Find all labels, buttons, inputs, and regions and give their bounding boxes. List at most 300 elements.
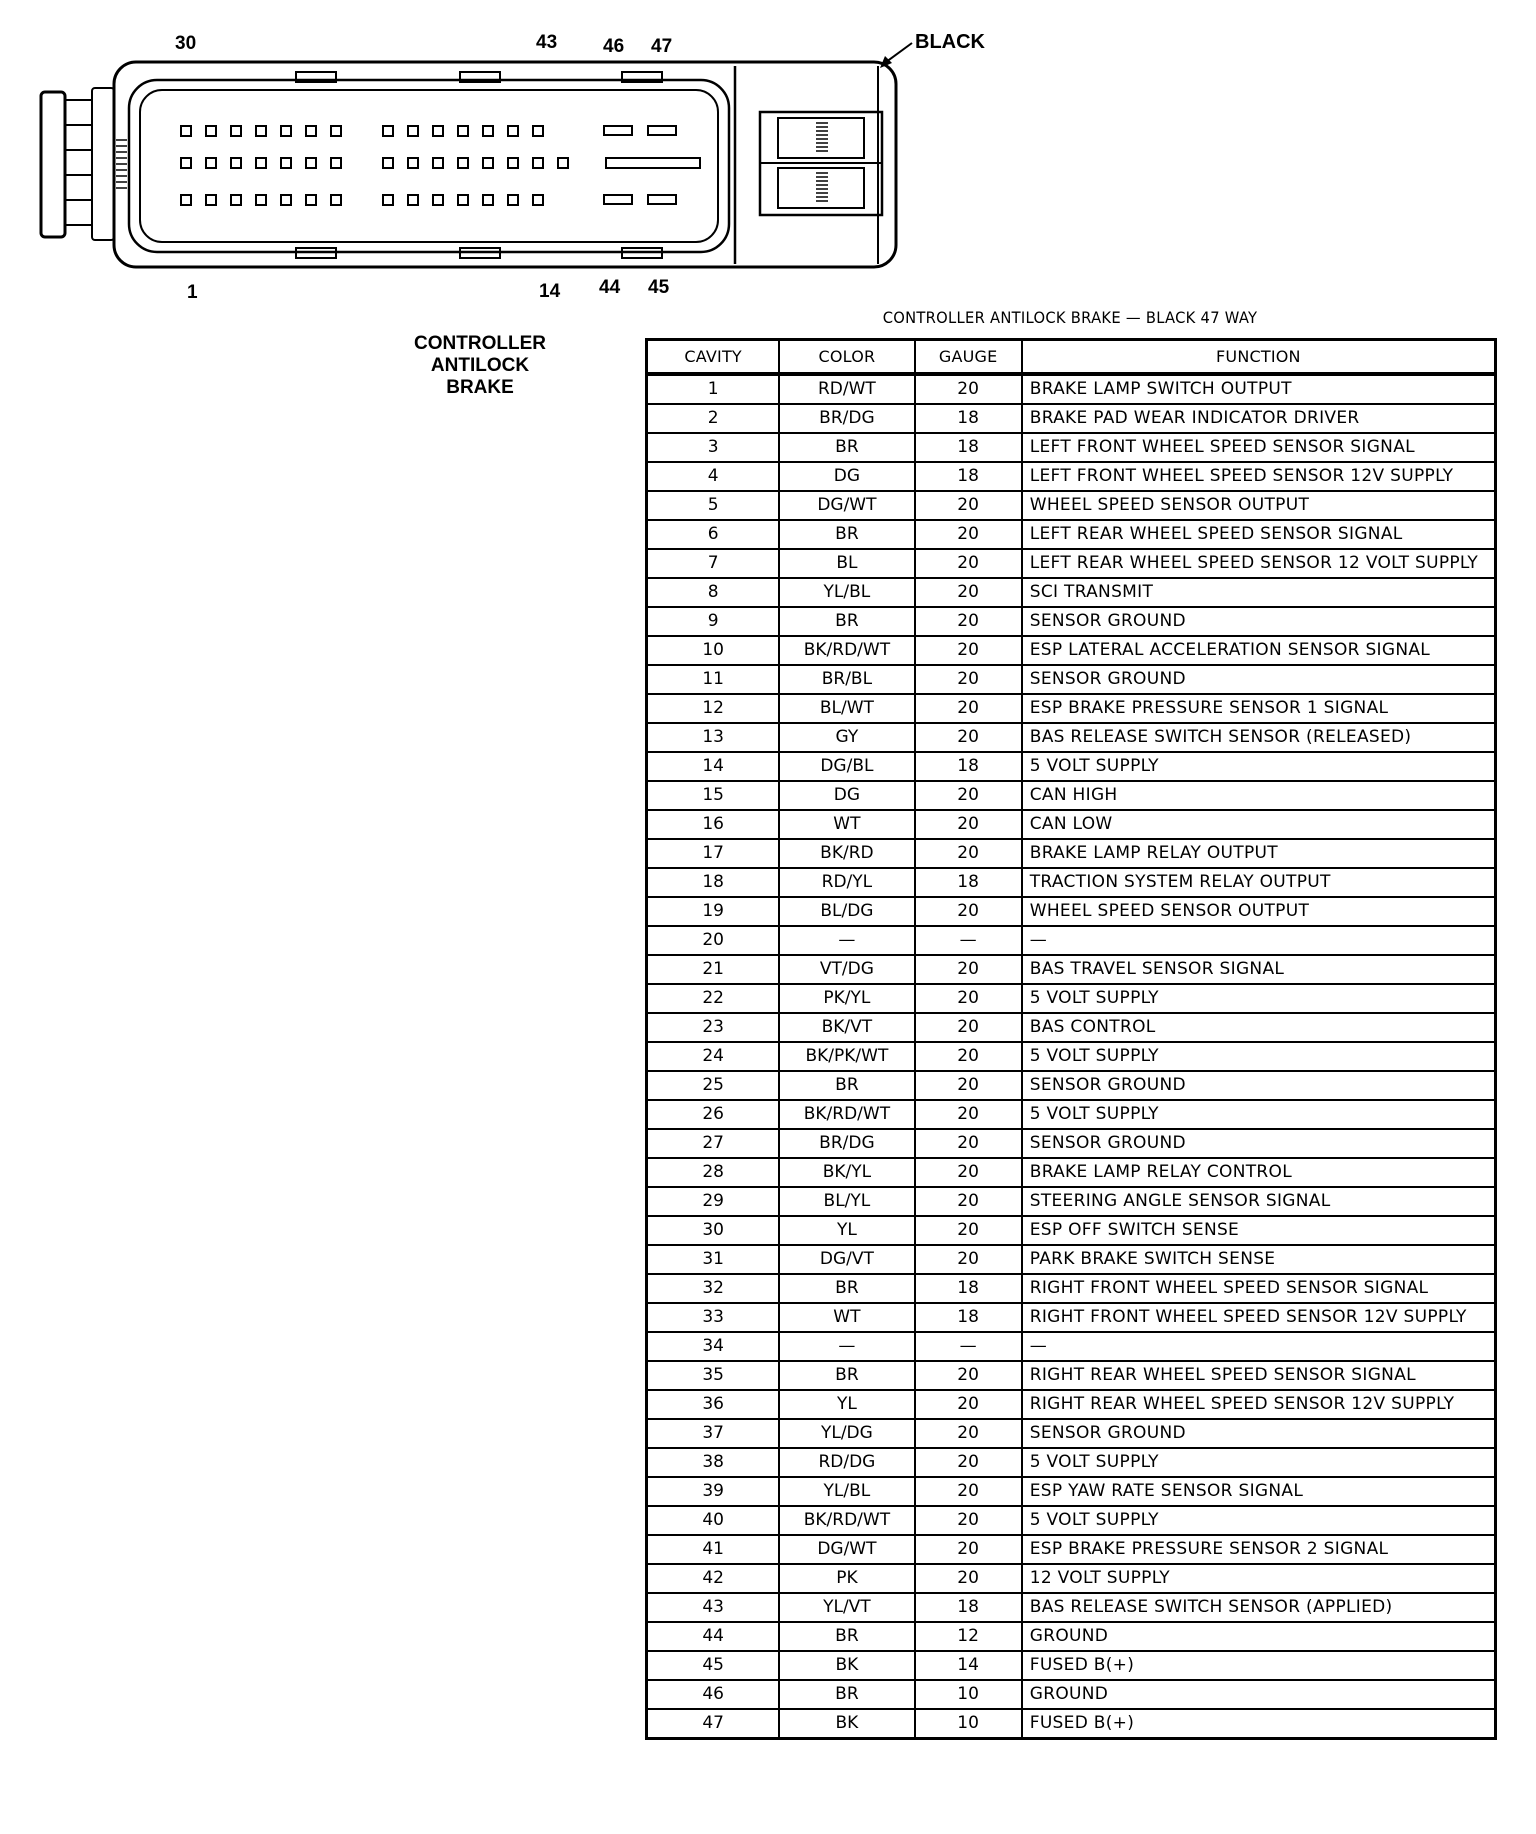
- gauge-cell: 20: [915, 1361, 1022, 1390]
- gauge-cell: 20: [915, 665, 1022, 694]
- table-row: [647, 1042, 1496, 1071]
- cavity-cell: 41: [647, 1535, 780, 1564]
- header-function: FUNCTION: [1022, 340, 1496, 375]
- cavity-cell: 38: [647, 1448, 780, 1477]
- gauge-cell: 20: [915, 1506, 1022, 1535]
- function-cell: LEFT REAR WHEEL SPEED SENSOR SIGNAL: [1022, 520, 1496, 549]
- color-cell: BK/YL: [779, 1158, 914, 1187]
- table-row: [647, 1216, 1496, 1245]
- cavity: [281, 126, 291, 136]
- cavity: [256, 158, 266, 168]
- gauge-cell: 12: [915, 1622, 1022, 1651]
- color-cell: BR/DG: [779, 404, 914, 433]
- table-row: [647, 955, 1496, 984]
- function-cell: BAS CONTROL: [1022, 1013, 1496, 1042]
- gauge-cell: 20: [915, 1419, 1022, 1448]
- gauge-cell: 10: [915, 1709, 1022, 1739]
- color-cell: BK: [779, 1709, 914, 1739]
- table-row: [647, 665, 1496, 694]
- pin-number-43: 43: [536, 32, 558, 53]
- function-cell: WHEEL SPEED SENSOR OUTPUT: [1022, 897, 1496, 926]
- cavity: [408, 158, 418, 168]
- gauge-cell: 20: [915, 1042, 1022, 1071]
- gauge-cell: 14: [915, 1651, 1022, 1680]
- cavity: [533, 158, 543, 168]
- color-cell: BK/PK/WT: [779, 1042, 914, 1071]
- color-cell: YL/VT: [779, 1593, 914, 1622]
- color-cell: GY: [779, 723, 914, 752]
- function-cell: RIGHT FRONT WHEEL SPEED SENSOR SIGNAL: [1022, 1274, 1496, 1303]
- table-row: [647, 1245, 1496, 1274]
- table-title: CONTROLLER ANTILOCK BRAKE — BLACK 47 WAY: [882, 308, 1258, 327]
- function-cell: FUSED B(+): [1022, 1651, 1496, 1680]
- header-gauge: GAUGE: [915, 340, 1022, 375]
- cavity-45: [648, 195, 676, 204]
- cavity: [508, 195, 518, 205]
- cavity-cell: 11: [647, 665, 780, 694]
- gauge-cell: 20: [915, 897, 1022, 926]
- function-cell: ESP YAW RATE SENSOR SIGNAL: [1022, 1477, 1496, 1506]
- cavity-cell: 6: [647, 520, 780, 549]
- cavity-cell: 7: [647, 549, 780, 578]
- gauge-cell: 18: [915, 433, 1022, 462]
- cavity: [408, 126, 418, 136]
- gauge-cell: 20: [915, 1477, 1022, 1506]
- cavity-cell: 32: [647, 1274, 780, 1303]
- color-cell: YL/BL: [779, 578, 914, 607]
- gauge-cell: 10: [915, 1680, 1022, 1709]
- table-row: [647, 752, 1496, 781]
- cavity: [508, 158, 518, 168]
- function-cell: LEFT REAR WHEEL SPEED SENSOR 12 VOLT SUPPLY: [1022, 549, 1496, 578]
- function-cell: ESP BRAKE PRESSURE SENSOR 1 SIGNAL: [1022, 694, 1496, 723]
- color-cell: BR: [779, 1071, 914, 1100]
- gauge-cell: 20: [915, 984, 1022, 1013]
- color-cell: WT: [779, 1303, 914, 1332]
- color-cell: YL: [779, 1216, 914, 1245]
- table-row: [647, 433, 1496, 462]
- color-cell: BR/BL: [779, 665, 914, 694]
- cavity-cell: 37: [647, 1419, 780, 1448]
- cavity: [483, 158, 493, 168]
- function-cell: SCI TRANSMIT: [1022, 578, 1496, 607]
- cavity-cell: 3: [647, 433, 780, 462]
- header-color: COLOR: [779, 340, 914, 375]
- pin-number-46: 46: [603, 36, 625, 57]
- function-cell: SENSOR GROUND: [1022, 665, 1496, 694]
- table-row: [647, 1303, 1496, 1332]
- cavity-cell: 27: [647, 1129, 780, 1158]
- function-cell: BRAKE LAMP RELAY OUTPUT: [1022, 839, 1496, 868]
- gauge-cell: 20: [915, 1100, 1022, 1129]
- gauge-cell: 20: [915, 723, 1022, 752]
- pin-number-47: 47: [651, 36, 673, 57]
- cavity-cell: 14: [647, 752, 780, 781]
- cavity-cell: 26: [647, 1100, 780, 1129]
- connector-drawing: [0, 0, 1000, 310]
- function-cell: BAS RELEASE SWITCH SENSOR (RELEASED): [1022, 723, 1496, 752]
- cavity: [306, 126, 316, 136]
- color-cell: BK/RD/WT: [779, 636, 914, 665]
- pin-number-44: 44: [599, 277, 621, 298]
- cavity: [508, 126, 518, 136]
- color-cell: BR: [779, 433, 914, 462]
- cavity-cell: 1: [647, 374, 780, 404]
- cavity-cell: 39: [647, 1477, 780, 1506]
- connector-name-line-3: BRAKE: [446, 377, 514, 398]
- cavity: [306, 195, 316, 205]
- cavity-cell: 36: [647, 1390, 780, 1419]
- cavity: [433, 158, 443, 168]
- gauge-cell: 20: [915, 1245, 1022, 1274]
- pin-number-14: 14: [539, 281, 561, 302]
- color-cell: VT/DG: [779, 955, 914, 984]
- cavity-cell: 42: [647, 1564, 780, 1593]
- connector-name-line-2: ANTILOCK: [430, 355, 530, 376]
- table-row: [647, 636, 1496, 665]
- cavity-cell: 8: [647, 578, 780, 607]
- color-cell: WT: [779, 810, 914, 839]
- table-row: [647, 1332, 1496, 1361]
- gauge-cell: 20: [915, 1071, 1022, 1100]
- cavity-bus: [606, 158, 700, 168]
- pinout-table-body: [647, 374, 1496, 1739]
- gauge-cell: 20: [915, 1129, 1022, 1158]
- connector-latch: [41, 92, 65, 237]
- gauge-cell: 20: [915, 955, 1022, 984]
- gauge-cell: 20: [915, 810, 1022, 839]
- cavity: [306, 158, 316, 168]
- table-row: [647, 984, 1496, 1013]
- cavity: [458, 195, 468, 205]
- function-cell: STEERING ANGLE SENSOR SIGNAL: [1022, 1187, 1496, 1216]
- table-row: [647, 1390, 1496, 1419]
- cavity: [331, 158, 341, 168]
- function-cell: BAS RELEASE SWITCH SENSOR (APPLIED): [1022, 1593, 1496, 1622]
- cavity: [558, 158, 568, 168]
- cavity-cell: 20: [647, 926, 780, 955]
- function-cell: TRACTION SYSTEM RELAY OUTPUT: [1022, 868, 1496, 897]
- function-cell: 12 VOLT SUPPLY: [1022, 1564, 1496, 1593]
- cavity-cell: 21: [647, 955, 780, 984]
- function-cell: SENSOR GROUND: [1022, 1129, 1496, 1158]
- table-row: [647, 1593, 1496, 1622]
- cavity-cell: 30: [647, 1216, 780, 1245]
- function-cell: SENSOR GROUND: [1022, 607, 1496, 636]
- cavity-cell: 12: [647, 694, 780, 723]
- function-cell: SENSOR GROUND: [1022, 1419, 1496, 1448]
- cavity-cell: 43: [647, 1593, 780, 1622]
- connector-color-callout: BLACK: [915, 31, 985, 53]
- table-row: [647, 1361, 1496, 1390]
- color-cell: DG: [779, 781, 914, 810]
- cavity: [281, 158, 291, 168]
- function-cell: 5 VOLT SUPPLY: [1022, 752, 1496, 781]
- table-row: [647, 839, 1496, 868]
- cavity-cell: 2: [647, 404, 780, 433]
- cavity-cell: 45: [647, 1651, 780, 1680]
- function-cell: GROUND: [1022, 1622, 1496, 1651]
- gauge-cell: 20: [915, 1448, 1022, 1477]
- cavity: [433, 195, 443, 205]
- color-cell: BK/VT: [779, 1013, 914, 1042]
- cavity-cell: 31: [647, 1245, 780, 1274]
- table-row: [647, 694, 1496, 723]
- table-row: [647, 491, 1496, 520]
- function-cell: ESP BRAKE PRESSURE SENSOR 2 SIGNAL: [1022, 1535, 1496, 1564]
- gauge-cell: 20: [915, 1390, 1022, 1419]
- gauge-cell: 20: [915, 781, 1022, 810]
- cavity-cell: 17: [647, 839, 780, 868]
- cavity-cell: 40: [647, 1506, 780, 1535]
- function-cell: BRAKE LAMP SWITCH OUTPUT: [1022, 374, 1496, 404]
- cavity: [206, 158, 216, 168]
- cavity-cell: 19: [647, 897, 780, 926]
- cavity-cell: 46: [647, 1680, 780, 1709]
- color-cell: BK/RD/WT: [779, 1506, 914, 1535]
- function-cell: GROUND: [1022, 1680, 1496, 1709]
- gauge-cell: 20: [915, 1216, 1022, 1245]
- gauge-cell: 18: [915, 868, 1022, 897]
- function-cell: ESP OFF SWITCH SENSE: [1022, 1216, 1496, 1245]
- table-row: [647, 781, 1496, 810]
- table-row: [647, 549, 1496, 578]
- color-cell: DG/WT: [779, 491, 914, 520]
- function-cell: ESP LATERAL ACCELERATION SENSOR SIGNAL: [1022, 636, 1496, 665]
- cavity-cell: 34: [647, 1332, 780, 1361]
- color-cell: BR/DG: [779, 1129, 914, 1158]
- cavity-cell: 10: [647, 636, 780, 665]
- function-cell: BRAKE LAMP RELAY CONTROL: [1022, 1158, 1496, 1187]
- gauge-cell: 20: [915, 694, 1022, 723]
- cavity-cell: 44: [647, 1622, 780, 1651]
- cavity-cell: 28: [647, 1158, 780, 1187]
- gauge-cell: 18: [915, 752, 1022, 781]
- table-row: [647, 1651, 1496, 1680]
- table-row: [647, 1622, 1496, 1651]
- connector-pin-field: [129, 80, 729, 252]
- cavity: [458, 126, 468, 136]
- color-cell: BL/YL: [779, 1187, 914, 1216]
- table-row: [647, 868, 1496, 897]
- cavity-cell: 15: [647, 781, 780, 810]
- table-row: [647, 926, 1496, 955]
- gauge-cell: —: [915, 1332, 1022, 1361]
- function-cell: 5 VOLT SUPPLY: [1022, 1506, 1496, 1535]
- cavity: [533, 126, 543, 136]
- function-cell: —: [1022, 1332, 1496, 1361]
- cavity-46: [604, 126, 632, 135]
- gauge-cell: 20: [915, 636, 1022, 665]
- cavity-cell: 23: [647, 1013, 780, 1042]
- cavity: [206, 126, 216, 136]
- color-cell: —: [779, 1332, 914, 1361]
- gauge-cell: 20: [915, 839, 1022, 868]
- cavity: [533, 195, 543, 205]
- cavity-cell: 5: [647, 491, 780, 520]
- cavity-cell: 24: [647, 1042, 780, 1071]
- function-cell: BAS TRAVEL SENSOR SIGNAL: [1022, 955, 1496, 984]
- table-row: [647, 1535, 1496, 1564]
- cavity-cell: 33: [647, 1303, 780, 1332]
- table-row: [647, 520, 1496, 549]
- color-cell: YL/DG: [779, 1419, 914, 1448]
- gauge-cell: 20: [915, 1187, 1022, 1216]
- function-cell: 5 VOLT SUPPLY: [1022, 1448, 1496, 1477]
- cavity-cell: 22: [647, 984, 780, 1013]
- color-cell: BR: [779, 1274, 914, 1303]
- cavity: [231, 158, 241, 168]
- color-cell: DG/WT: [779, 1535, 914, 1564]
- cavity: [256, 195, 266, 205]
- cavity: [433, 126, 443, 136]
- gauge-cell: —: [915, 926, 1022, 955]
- gauge-cell: 20: [915, 1013, 1022, 1042]
- table-row: [647, 723, 1496, 752]
- cavity-cell: 16: [647, 810, 780, 839]
- pin-number-45: 45: [648, 277, 670, 298]
- color-cell: DG/VT: [779, 1245, 914, 1274]
- cavity: [383, 126, 393, 136]
- pin-number-30: 30: [175, 33, 197, 54]
- gauge-cell: 20: [915, 374, 1022, 404]
- table-row: [647, 1709, 1496, 1739]
- cavity: [483, 195, 493, 205]
- gauge-cell: 20: [915, 607, 1022, 636]
- cavity: [383, 195, 393, 205]
- color-cell: BR: [779, 520, 914, 549]
- table-row: [647, 1071, 1496, 1100]
- cavity-cell: 9: [647, 607, 780, 636]
- color-cell: BK/RD/WT: [779, 1100, 914, 1129]
- gauge-cell: 20: [915, 491, 1022, 520]
- color-cell: BR: [779, 1361, 914, 1390]
- function-cell: 5 VOLT SUPPLY: [1022, 984, 1496, 1013]
- color-cell: BK/RD: [779, 839, 914, 868]
- color-cell: BR: [779, 607, 914, 636]
- table-row: [647, 1187, 1496, 1216]
- cavity: [206, 195, 216, 205]
- table-row: [647, 607, 1496, 636]
- cavity-cell: 29: [647, 1187, 780, 1216]
- color-cell: BR: [779, 1622, 914, 1651]
- connector-name: [380, 333, 580, 399]
- function-cell: RIGHT REAR WHEEL SPEED SENSOR SIGNAL: [1022, 1361, 1496, 1390]
- table-row: [647, 1506, 1496, 1535]
- function-cell: WHEEL SPEED SENSOR OUTPUT: [1022, 491, 1496, 520]
- color-cell: PK/YL: [779, 984, 914, 1013]
- color-cell: RD/YL: [779, 868, 914, 897]
- cavity: [181, 158, 191, 168]
- function-cell: LEFT FRONT WHEEL SPEED SENSOR SIGNAL: [1022, 433, 1496, 462]
- cavity: [331, 195, 341, 205]
- gauge-cell: 18: [915, 1593, 1022, 1622]
- gauge-cell: 20: [915, 1535, 1022, 1564]
- cavity: [256, 126, 266, 136]
- color-cell: BR: [779, 1680, 914, 1709]
- gauge-cell: 20: [915, 1564, 1022, 1593]
- cavity: [231, 195, 241, 205]
- pinout-table: [645, 338, 1497, 1740]
- function-cell: CAN LOW: [1022, 810, 1496, 839]
- color-cell: PK: [779, 1564, 914, 1593]
- table-row: [647, 374, 1496, 404]
- function-cell: BRAKE PAD WEAR INDICATOR DRIVER: [1022, 404, 1496, 433]
- cavity: [181, 195, 191, 205]
- cavity-cell: 35: [647, 1361, 780, 1390]
- function-cell: FUSED B(+): [1022, 1709, 1496, 1739]
- cavity: [331, 126, 341, 136]
- table-row: [647, 1274, 1496, 1303]
- gauge-cell: 20: [915, 1158, 1022, 1187]
- gauge-cell: 20: [915, 520, 1022, 549]
- cavity: [383, 158, 393, 168]
- cavity: [231, 126, 241, 136]
- connector-name-line-1: CONTROLLER: [414, 333, 546, 354]
- pin-number-1: 1: [187, 282, 198, 303]
- cavity: [181, 126, 191, 136]
- table-row: [647, 810, 1496, 839]
- function-cell: RIGHT REAR WHEEL SPEED SENSOR 12V SUPPLY: [1022, 1390, 1496, 1419]
- gauge-cell: 18: [915, 404, 1022, 433]
- function-cell: 5 VOLT SUPPLY: [1022, 1042, 1496, 1071]
- color-cell: BL/WT: [779, 694, 914, 723]
- color-cell: BL/DG: [779, 897, 914, 926]
- gauge-cell: 20: [915, 549, 1022, 578]
- table-row: [647, 1100, 1496, 1129]
- color-cell: RD/WT: [779, 374, 914, 404]
- function-cell: —: [1022, 926, 1496, 955]
- function-cell: 5 VOLT SUPPLY: [1022, 1100, 1496, 1129]
- table-row: [647, 578, 1496, 607]
- function-cell: CAN HIGH: [1022, 781, 1496, 810]
- gauge-cell: 18: [915, 1303, 1022, 1332]
- header-cavity: CAVITY: [647, 340, 780, 375]
- cavity-cell: 25: [647, 1071, 780, 1100]
- color-cell: DG/BL: [779, 752, 914, 781]
- function-cell: LEFT FRONT WHEEL SPEED SENSOR 12V SUPPLY: [1022, 462, 1496, 491]
- cavity-47: [648, 126, 676, 135]
- gauge-cell: 18: [915, 462, 1022, 491]
- table-row: [647, 404, 1496, 433]
- table-header-row: [647, 340, 1496, 375]
- table-row: [647, 1680, 1496, 1709]
- cavity: [483, 126, 493, 136]
- cavity: [281, 195, 291, 205]
- function-cell: RIGHT FRONT WHEEL SPEED SENSOR 12V SUPPLY: [1022, 1303, 1496, 1332]
- table-row: [647, 1158, 1496, 1187]
- cavity-cell: 13: [647, 723, 780, 752]
- table-row: [647, 1477, 1496, 1506]
- table-row: [647, 1448, 1496, 1477]
- function-cell: SENSOR GROUND: [1022, 1071, 1496, 1100]
- cavity: [408, 195, 418, 205]
- gauge-cell: 20: [915, 578, 1022, 607]
- cavity: [458, 158, 468, 168]
- table-row: [647, 897, 1496, 926]
- color-cell: RD/DG: [779, 1448, 914, 1477]
- gauge-cell: 18: [915, 1274, 1022, 1303]
- color-cell: YL/BL: [779, 1477, 914, 1506]
- color-cell: DG: [779, 462, 914, 491]
- cavity-cell: 47: [647, 1709, 780, 1739]
- color-cell: —: [779, 926, 914, 955]
- table-row: [647, 1013, 1496, 1042]
- table-row: [647, 1419, 1496, 1448]
- color-cell: YL: [779, 1390, 914, 1419]
- cavity-cell: 18: [647, 868, 780, 897]
- cavity-44: [604, 195, 632, 204]
